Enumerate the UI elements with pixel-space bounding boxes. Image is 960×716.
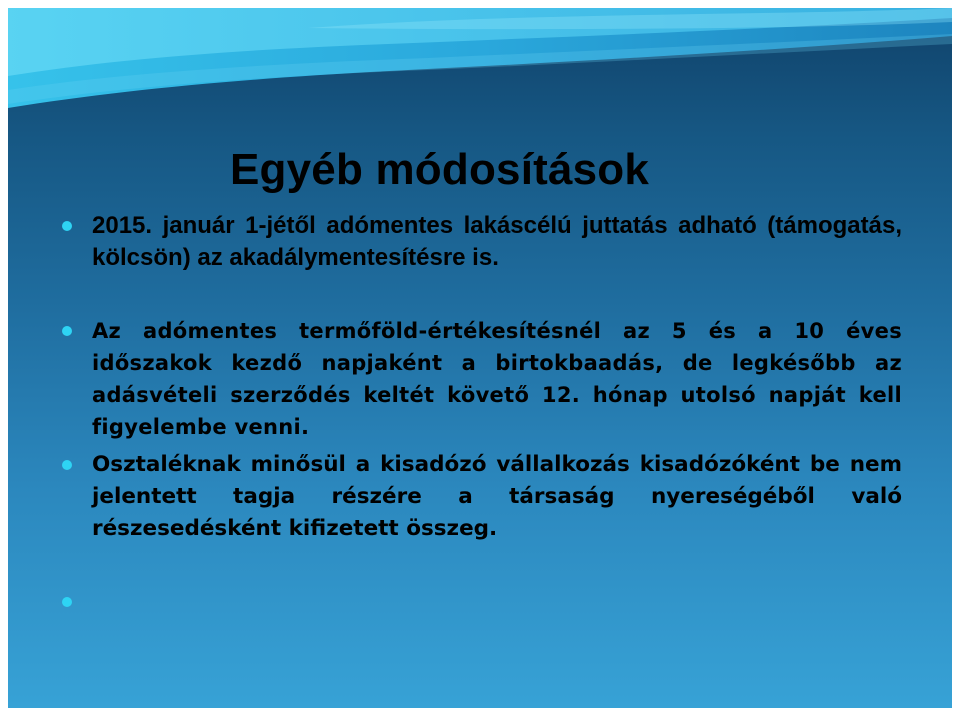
bullet-text: 2015. január 1-jétől adómentes lakáscélú juttatás adható (támogatás, kölcsön) az akadálymentesítésre is. (92, 212, 902, 271)
bullet-text: Osztaléknak minősül a kisadózó vállalkozás kisadózóként be nem jelentett tagja részére a társaság nyereségéből való részesedésként kifizetett összeg. (92, 452, 902, 541)
bullet-marker-icon (62, 221, 72, 231)
slide (8, 8, 952, 708)
bullet-text: Az adómentes termőföld-értékesítésnél az 5 és a 10 éves időszakok kezdő napjaként a birtokbaadás, de legkésőbb az adásvételi szerződés keltét követő 12. hónap utolsó napját kell figyelembe venni. (92, 319, 902, 439)
bullet-list (8, 8, 952, 708)
bullet-item-lakascelu-juttatas (92, 210, 902, 274)
bullet-item-empty (92, 586, 902, 610)
slide-title: Egyéb módosítások (230, 145, 650, 194)
bullet-marker-icon (62, 460, 72, 470)
bullet-marker-icon (62, 326, 72, 336)
bullet-marker-icon (62, 597, 72, 607)
bullet-item-osztalek (92, 449, 902, 545)
bullet-item-termofold-ertekesites (92, 315, 902, 443)
